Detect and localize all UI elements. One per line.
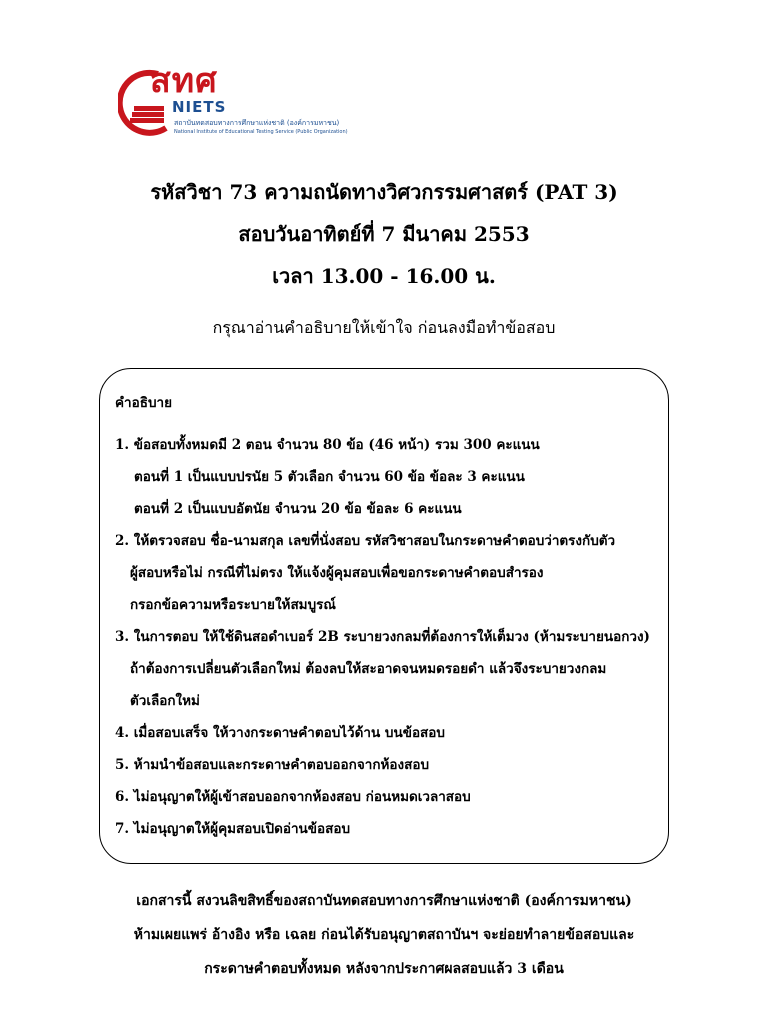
instructions-box	[99, 368, 669, 864]
instruction-line: 6. ไม่อนุญาตให้ผู้เข้าสอบออกจากห้องสอบ ก่อนหมดเวลาสอบ	[115, 789, 471, 805]
instruction-line: 2. ให้ตรวจสอบ ชื่อ-นามสกุล เลขที่นั่งสอบ รหัสวิชาสอบในกระดาษคำตอบว่าตรงกับตัว	[115, 533, 616, 549]
logo-thai-text: สทศ	[150, 61, 218, 101]
instruction-line: ตอนที่ 2 เป็นแบบอัตนัย จำนวน 20 ข้อ ข้อละ 6 คะแนน	[134, 501, 462, 517]
instruction-line: 1. ข้อสอบทั้งหมดมี 2 ตอน จำนวน 80 ข้อ (46 หน้า) รวม 300 คะแนน	[115, 437, 540, 453]
instruction-line: ผู้สอบหรือไม่ กรณีที่ไม่ตรง ให้แจ้งผู้คุมสอบเพื่อขอกระดาษคำตอบสำรอง	[130, 565, 544, 581]
instruction-line: ตอนที่ 1 เป็นแบบปรนัย 5 ตัวเลือก จำนวน 60 ข้อ ข้อละ 3 คะแนน	[134, 469, 525, 485]
logo-subtitle-thai: สถาบันทดสอบทางการศึกษาแห่งชาติ (องค์การมหาชน)	[174, 119, 340, 127]
instruction-line: 7. ไม่อนุญาตให้ผู้คุมสอบเปิดอ่านข้อสอบ	[115, 821, 351, 837]
instruction-line: กรอกข้อความหรือระบายให้สมบูรณ์	[130, 597, 336, 613]
exam-title: รหัสวิชา 73 ความถนัดทางวิศวกรรมศาสตร์ (PAT 3)	[150, 180, 618, 204]
instruction-line: ตัวเลือกใหม่	[130, 693, 200, 709]
instruction-line: 3. ในการตอบ ให้ใช้ดินสอดำเบอร์ 2B ระบายวงกลมที่ต้องการให้เต็มวง (ห้ามระบายนอกวง)	[115, 629, 650, 645]
logo-subtitle-english: National Institute of Educational Testing Service (Public Organization)	[174, 129, 348, 135]
read-instructions-note: กรุณาอ่านคำอธิบายให้เข้าใจ ก่อนลงมือทำข้อสอบ	[212, 318, 556, 337]
instructions-heading: คำอธิบาย	[115, 395, 173, 411]
instruction-line: ถ้าต้องการเปลี่ยนตัวเลือกใหม่ ต้องลบให้สะอาดจนหมดรอยดำ แล้วจึงระบายวงกลม	[130, 661, 607, 677]
copyright-notice: ห้ามเผยแพร่ อ้างอิง หรือ เฉลย ก่อนได้รับอนุญาตสถาบันฯ จะย่อยทำลายข้อสอบและ	[133, 927, 635, 943]
instruction-line: 5. ห้ามนำข้อสอบและกระดาษคำตอบออกจากห้องสอบ	[115, 757, 430, 773]
niets-logo	[118, 61, 358, 140]
copyright-notice: เอกสารนี้ สงวนลิขสิทธิ์ของสถาบันทดสอบทางการศึกษาแห่งชาติ (องค์การมหาชน)	[136, 893, 632, 909]
exam-time: เวลา 13.00 - 16.00 น.	[272, 264, 496, 288]
copyright-notice: กระดาษคำตอบทั้งหมด หลังจากประกาศผลสอบแล้ว 3 เดือน	[204, 961, 564, 977]
instruction-line: 4. เมื่อสอบเสร็จ ให้วางกระดาษคำตอบไว้ด้าน บนข้อสอบ	[115, 725, 445, 741]
exam-date: สอบวันอาทิตย์ที่ 7 มีนาคม 2553	[238, 222, 530, 246]
logo-english-text: NIETS	[172, 98, 227, 116]
